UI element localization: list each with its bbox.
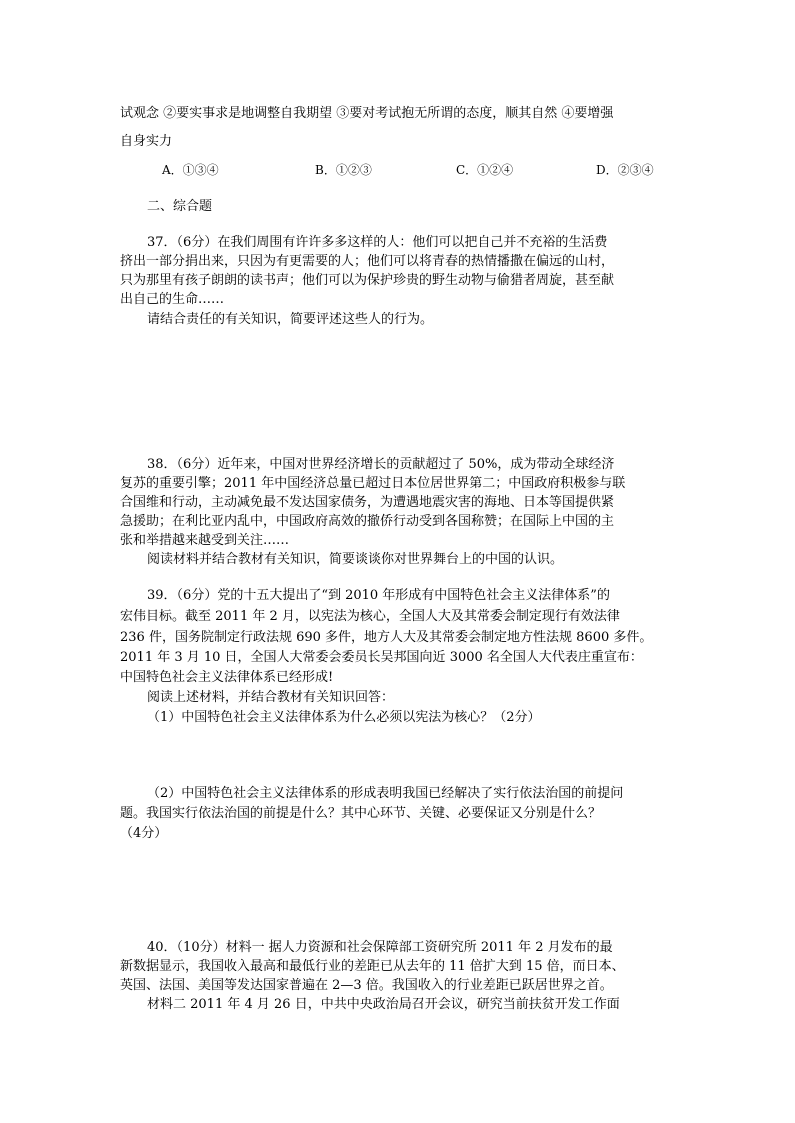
q40-line-3: 英国、法国、美国等发达国家普遍在 2—3 倍。我国收入的行业差距已跃居世界之首。 (120, 978, 613, 993)
q38-line-1: 38．（6分）近年来，中国对世界经济增长的贡献超过了 50%，成为带动全球经济 (147, 457, 615, 472)
q40-line-4: 材料二 2011 年 4 月 26 日，中共中央政治局召开会议，研究当前扶贫开发工作面 (147, 997, 620, 1012)
section-title: 二、综合题 (147, 199, 213, 214)
q40-line-1: 40．（10分）材料一 据人力资源和社会保障部工资研究所 2011 年 2 月发布的最 (147, 940, 613, 955)
q39-sub2-line-2: 题。我国实行依法治国的前提是什么？其中心环节、关键、必要保证又分别是什么？ (120, 806, 602, 821)
q38-line-4: 急援助；在利比亚内乱中，中国政府高效的撤侨行动受到各国称赞；在国际上中国的主 (120, 514, 615, 529)
q40-line-2: 新数据显示，我国收入最高和最低行业的差距已从去年的 11 倍扩大到 15 倍，而日本、 (120, 959, 625, 974)
q37-line-1: 37．（6分）在我们周围有许许多多这样的人：他们可以把自己并不充裕的生活费 (147, 235, 608, 250)
q38-line-5: 张和举措越来越受到关注…… (120, 533, 290, 548)
option-b: B．①②③ (315, 163, 372, 177)
q37-prompt: 请结合责任的有关知识，简要评述这些人的行为。 (147, 312, 434, 327)
option-d: D．②③④ (596, 163, 654, 177)
q37-line-4: 出自己的生命…… (120, 292, 225, 307)
q38-line-3: 合国维和行动，主动减免最不发达国家债务，为遭遇地震灾害的海地、日本等国提供紧 (120, 495, 615, 510)
q39-prompt: 阅读上述材料，并结合教材有关知识回答： (147, 690, 395, 705)
q39-sub2-line-1: （2）中国特色社会主义法律体系的形成表明我国已经解决了实行依法治国的前提问 (147, 786, 624, 801)
q39-sub1: （1）中国特色社会主义法律体系为什么必须以宪法为核心？（2分） (147, 710, 541, 725)
q38-line-2: 复苏的重要引擎；2011 年中国经济总量已超过日本位居世界第二；中国政府积极参与联 (120, 476, 626, 491)
q38-prompt: 阅读材料并结合教材有关知识，简要谈谈你对世界舞台上的中国的认识。 (147, 552, 564, 567)
q39-sub2-line-3: （4分） (120, 826, 168, 841)
q37-line-2: 挤出一部分捐出来，只因为有更需要的人；他们可以将青春的热情播撒在偏远的山村， (120, 254, 615, 269)
q39-line-1: 39．（6分）党的十五大提出了“到 2010 年形成有中国特色社会主义法律体系”的 (147, 588, 610, 603)
intro-line-2: 自身实力 (120, 134, 173, 149)
q39-line-3: 236 件，国务院制定行政法规 690 多件，地方人大及其常委会制定地方性法规 8600 多件。 (120, 630, 653, 645)
q39-line-5: 中国特色社会主义法律体系已经形成! (120, 670, 334, 685)
q37-line-3: 只为那里有孩子朗朗的读书声；他们可以为保护珍贵的野生动物与偷猎者周旋，甚至献 (120, 273, 615, 288)
intro-line-1: 试观念 ②要实事求是地调整自我期望 ③要对考试抱无所谓的态度，顺其自然 ④要增强 (120, 106, 614, 121)
option-a: A．①③④ (162, 163, 219, 177)
q39-line-4: 2011 年 3 月 10 日，全国人大常委会委员长吴邦国向近 3000 名全国人大代表庄重宣布： (120, 650, 643, 665)
option-c: C．①②④ (456, 163, 514, 177)
q39-line-2: 宏伟目标。截至 2011 年 2 月，以宪法为核心，全国人大及其常委会制定现行有效法律 (120, 609, 620, 624)
